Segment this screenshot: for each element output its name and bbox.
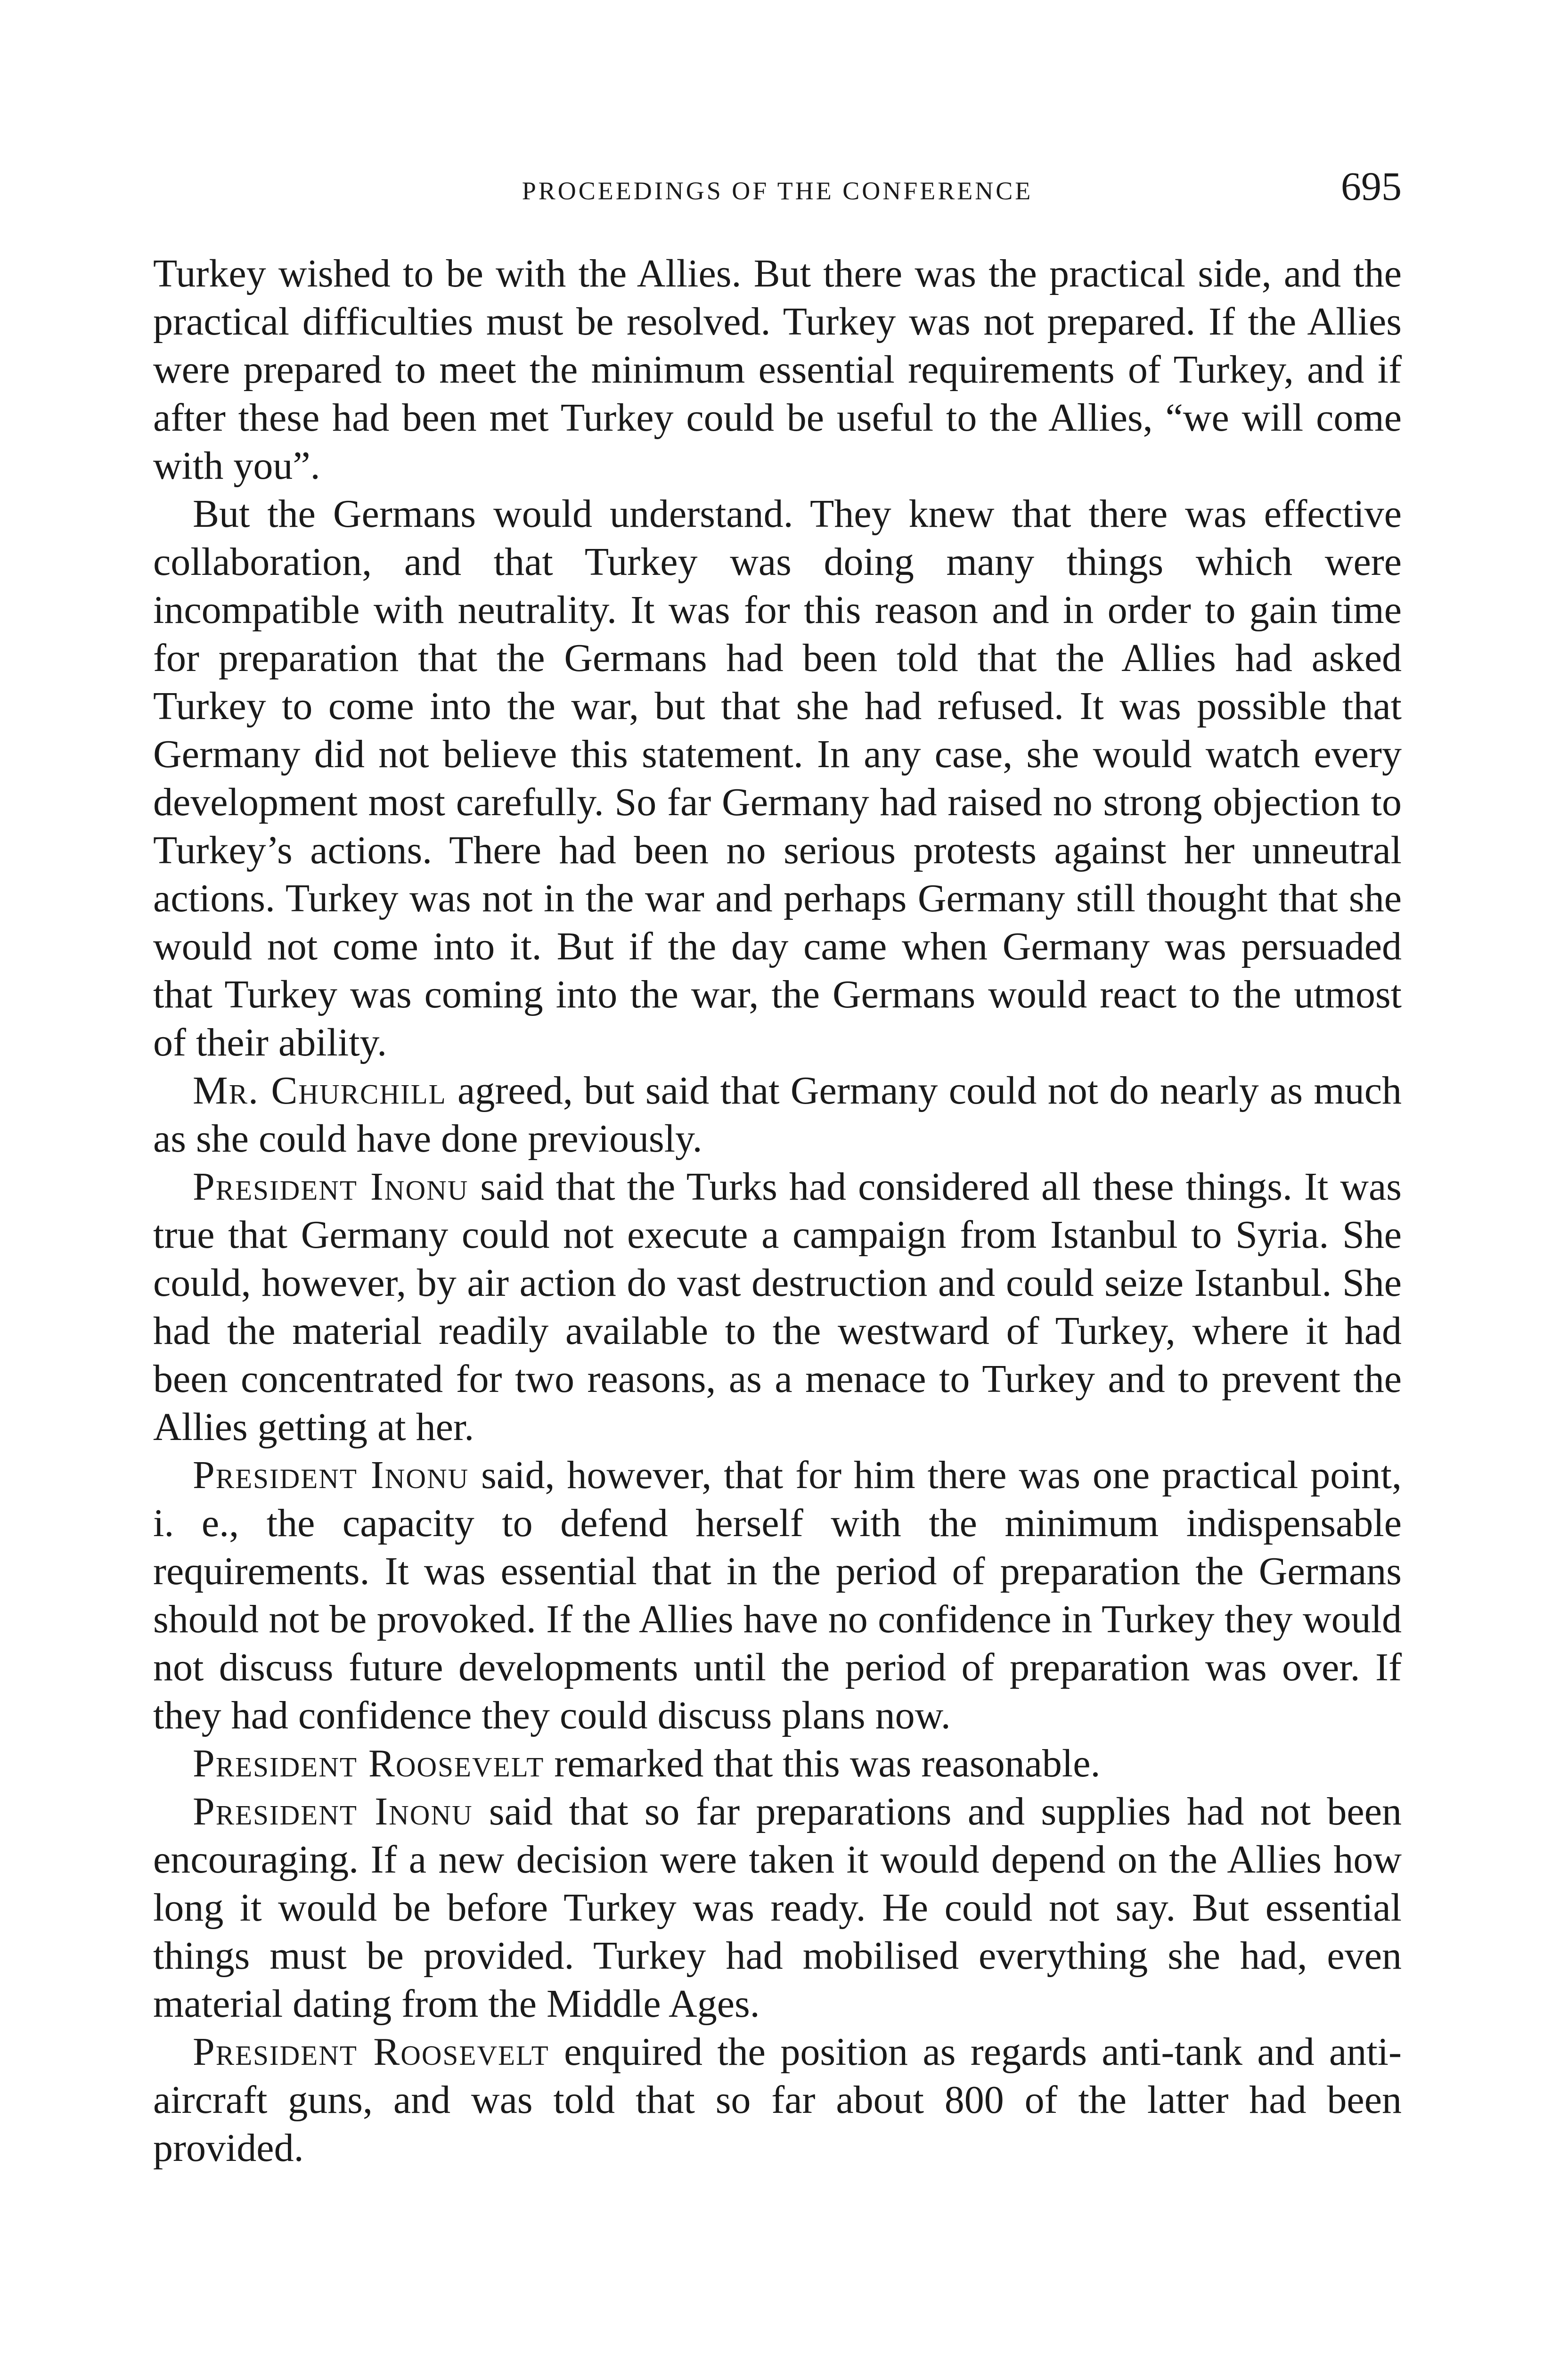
body-text [153, 250, 1402, 2172]
paragraph-text: enquired the position as regards anti-tank and anti-aircraft guns, and was told that so far about 800 of the latter had been provided. [153, 2030, 1402, 2170]
paragraph [153, 2028, 1402, 2172]
paragraph [153, 1067, 1402, 1163]
paragraph-text: But the Germans would understand. They knew that there was effective collaboration, and that Turkey was doing many things which were incompatible with neutrality. It was for this reason and in order to gain time for preparation that the Germans had been told that the Allies had asked Turkey to come into the war, but that she had refused. It was possible that Germany did not believe this statement. In any case, she would watch every development most carefully. So far Germany had raised no strong objection to Turkey’s actions. There had been no serious protests against her unneutral actions. Turkey was not in the war and perhaps Germany still thought that she would not come into it. But if the day came when Germany was persuaded that Turkey was coming into the war, the Germans would react to the utmost of their ability. [153, 492, 1402, 1064]
paragraph [153, 1163, 1402, 1451]
paragraph [153, 490, 1402, 1067]
speaker-name: President Inonu [193, 1453, 469, 1497]
paragraph [153, 1740, 1402, 1788]
paragraph [153, 1788, 1402, 2028]
paragraph [153, 1451, 1402, 1740]
speaker-name: President Inonu [193, 1790, 473, 1833]
paragraph-text: Turkey wished to be with the Allies. But there was the practical side, and the practical difficulties must be resolved. Turkey was not prepared. If the Allies were prepared to meet the minimum essential requirements of Turkey, and if after these had been met Turkey could be useful to the Allies, “we will come with you”. [153, 252, 1402, 488]
paragraph-text: remarked that this was reasonable. [544, 1742, 1101, 1785]
paragraph-text: said, however, that for him there was one practical point, i. e., the capacity to defend herself with the minimum indispensable requirements. It was essential that in the period of preparation the Germans should not be provoked. If the Allies have no confidence in Turkey they would not discuss future developments until the period of preparation was over. If they had confidence they could discuss plans now. [153, 1453, 1402, 1737]
speaker-name: President Roosevelt [193, 1742, 545, 1785]
page-number: 695 [1341, 164, 1402, 209]
paragraph-text: said that the Turks had considered all these things. It was true that Germany could not execute a campaign from Istanbul to Syria. She could, however, by air action do vast destruction and could seize Istanbul. She had the material readily available to the westward of Turkey, where it had been concentrated for two reasons, as a menace to Turkey and to prevent the Allies getting at her. [153, 1165, 1402, 1449]
running-title: PROCEEDINGS OF THE CONFERENCE [522, 177, 1033, 205]
running-head [153, 163, 1402, 219]
paragraph [153, 250, 1402, 490]
speaker-name: President Roosevelt [193, 2030, 549, 2074]
speaker-name: President Inonu [193, 1165, 469, 1209]
paragraph-text: agreed, but said that Germany could not do nearly as much as she could have done previously. [153, 1069, 1402, 1161]
speaker-name: Mr. Churchill [193, 1069, 447, 1113]
paragraph-text: said that so far preparations and supplies had not been encouraging. If a new decision were taken it would depend on the Allies how long it would be before Turkey was ready. He could not say. But essential things must be provided. Turkey had mobilised everything she had, even material dating from the Middle Ages. [153, 1790, 1402, 2026]
